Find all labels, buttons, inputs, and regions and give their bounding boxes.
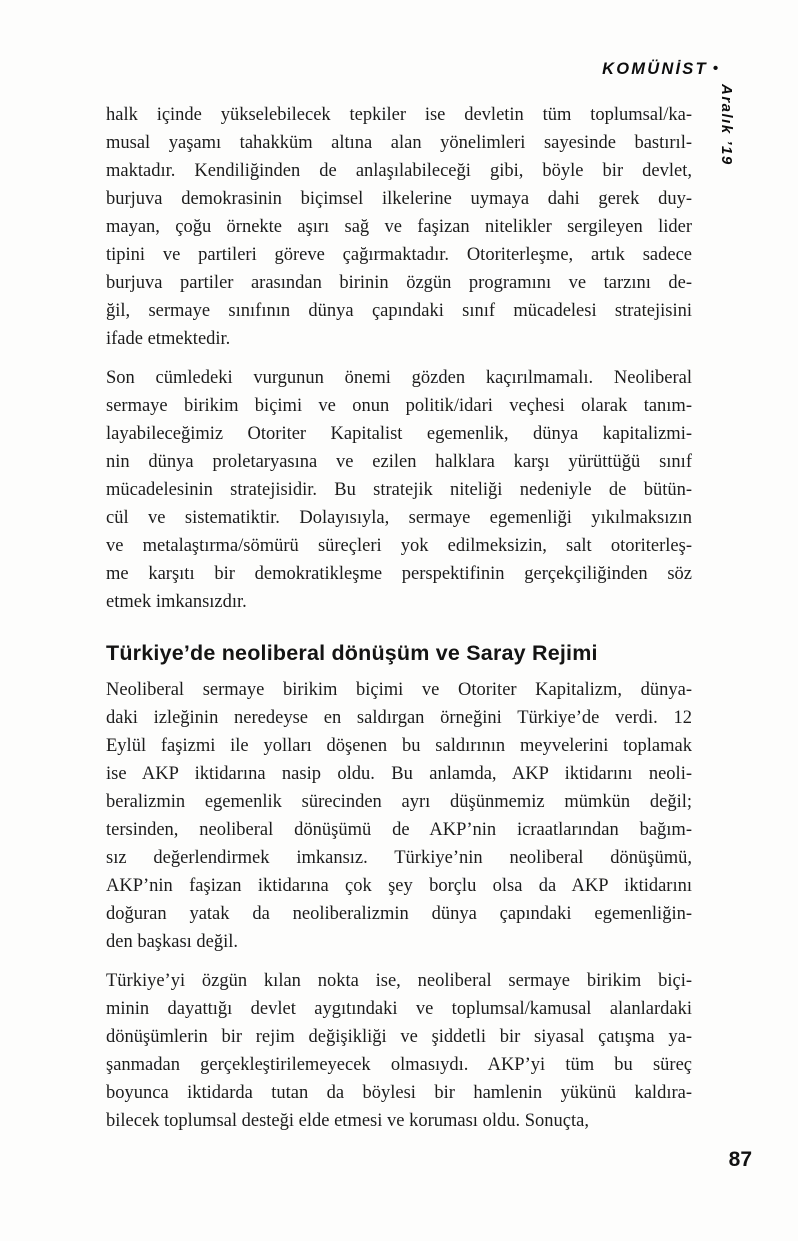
text-line: beralizmin egemenlik sürecinden ayrı düşünmemiz mümkün değil; — [106, 792, 692, 812]
text-line: boyunca iktidarda tutan da böylesi bir hamlenin yükünü kaldıra- — [106, 1083, 692, 1103]
text-line: daki izleğinin neredeyse en saldırgan örneğini Türkiye’de verdi. 12 — [106, 708, 692, 728]
text-line: mayan, çoğu örnekte aşırı sağ ve faşizan nitelikler sergileyen lider — [106, 217, 692, 237]
text-line: doğuran yatak da neoliberalizmin dünya çapındaki egemenliğin- — [106, 904, 692, 924]
page-number: 87 — [728, 1148, 752, 1171]
text-line: dönüşümlerin bir rejim değişikliği ve şiddetli bir siyasal çatışma ya- — [106, 1027, 692, 1047]
text-line: me karşıtı bir demokratikleşme perspektifinin gerçekçiliğinden söz — [106, 564, 692, 584]
issue-date-label: Aralık ’19 — [718, 84, 735, 166]
header-bullet: • — [712, 60, 718, 77]
text-line: tipini ve partileri göreve çağırmaktadır. Otoriterleşme, artık sadece — [106, 245, 692, 265]
section-heading: Türkiye’de neoliberal dönüşüm ve Saray Rejimi — [106, 641, 598, 665]
text-line: Son cümledeki vurgunun önemi gözden kaçırılmamalı. Neoliberal — [106, 368, 692, 388]
text-line: burjuva demokrasinin biçimsel ilkelerine uymaya dahi gerek duy- — [106, 189, 692, 209]
text-line: ise AKP iktidarına nasip oldu. Bu anlamda, AKP iktidarını neoli- — [106, 764, 692, 784]
paragraph — [106, 967, 692, 1135]
text-line: şanmadan gerçekleştirilemeyecek olmasıydı. AKP’yi tüm bu süreç — [106, 1055, 692, 1075]
paragraph — [106, 364, 692, 616]
text-line: musal yaşamı tahakküm altına alan yönelimleri sayesinde bastırıl- — [106, 133, 692, 153]
text-line: ğil, sermaye sınıfının dünya çapındaki sınıf mücadelesi stratejisini — [106, 301, 692, 321]
text-line: ifade etmektedir. — [106, 329, 231, 349]
paragraph — [106, 101, 692, 353]
running-header — [602, 60, 718, 79]
journal-title: KOMÜNİST — [602, 60, 708, 78]
paragraph — [106, 676, 692, 956]
text-line: sız değerlendirmek imkansız. Türkiye’nin neoliberal dönüşümü, — [106, 848, 692, 868]
text-line: layabileceğimiz Otoriter Kapitalist egemenlik, dünya kapitalizmi- — [106, 424, 692, 444]
text-line: AKP’nin faşizan iktidarına çok şey borçlu olsa da AKP iktidarını — [106, 876, 692, 896]
text-line: den başkası değil. — [106, 932, 239, 952]
text-line: halk içinde yükselebilecek tepkiler ise devletin tüm toplumsal/ka- — [106, 105, 692, 125]
text-line: maktadır. Kendiliğinden de anlaşılabileceği gibi, böyle bir devlet, — [106, 161, 692, 181]
text-line: cül ve sistematiktir. Dolayısıyla, sermaye egemenliği yıkılmaksızın — [106, 508, 692, 528]
text-line: bilecek toplumsal desteği elde etmesi ve koruması oldu. Sonuçta, — [106, 1111, 589, 1131]
text-line: ve metalaştırma/sömürü süreçleri yok edilmeksizin, salt otoriterleş- — [106, 536, 692, 556]
text-line: sermaye birikim biçimi ve onun politik/idari veçhesi olarak tanım- — [106, 396, 692, 416]
text-line: tersinden, neoliberal dönüşümü de AKP’nin icraatlarından bağım- — [106, 820, 692, 840]
text-line: Neoliberal sermaye birikim biçimi ve Otoriter Kapitalizm, dünya- — [106, 680, 692, 700]
text-line: mücadelesinin stratejisidir. Bu stratejik niteliği nedeniyle de bütün- — [106, 480, 692, 500]
article-body — [106, 101, 692, 1146]
text-line: Türkiye’yi özgün kılan nokta ise, neoliberal sermaye birikim biçi- — [106, 971, 692, 991]
text-line: nin dünya proletaryasına ve ezilen halklara karşı yürüttüğü sınıf — [106, 452, 692, 472]
text-line: Eylül faşizmi ile yolları döşenen bu saldırının meyvelerini toplamak — [106, 736, 692, 756]
text-line: burjuva partiler arasından birinin özgün programını ve tarzını de- — [106, 273, 692, 293]
text-line: minin dayattığı devlet aygıtındaki ve toplumsal/kamusal alanlardaki — [106, 999, 692, 1019]
text-line: etmek imkansızdır. — [106, 592, 247, 612]
